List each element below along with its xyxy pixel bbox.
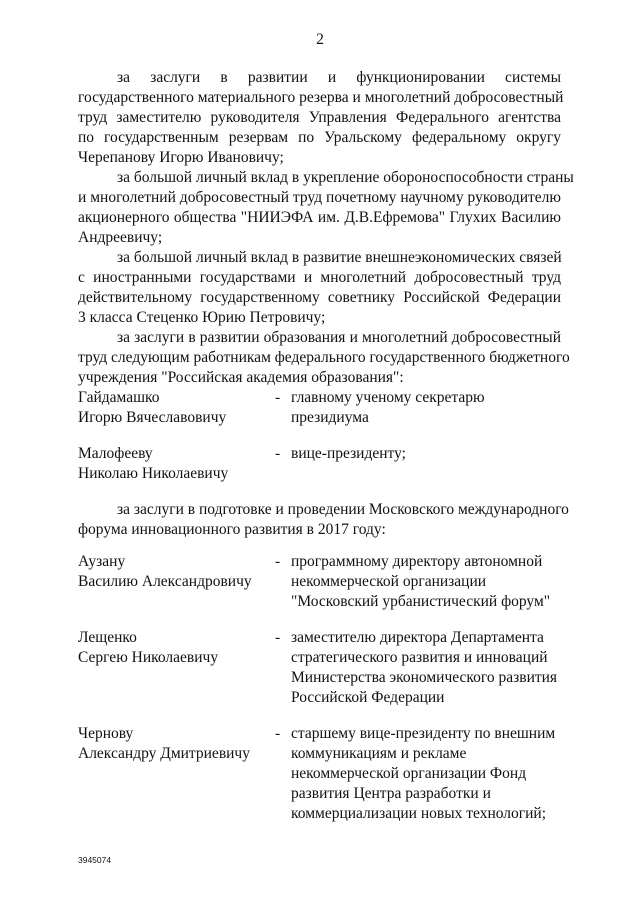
name-line: Малофееву bbox=[78, 445, 153, 462]
name-line: Лещенко bbox=[78, 629, 137, 646]
spacer bbox=[78, 708, 561, 724]
position-line: развития Центра разработки и bbox=[291, 785, 491, 802]
position-line: стратегического развития и инноваций bbox=[291, 649, 548, 666]
text-line: труд заместителю руководителя Управления Федерального агентства bbox=[78, 109, 561, 126]
recipient-name bbox=[78, 388, 275, 428]
text-line: акционерного общества "НИИЭФА им. Д.В.Ефремова" Глухих Василию bbox=[78, 209, 561, 226]
award-entry bbox=[78, 388, 561, 428]
name-line: Николаю Николаевичу bbox=[78, 465, 229, 482]
paragraph-glukhikh bbox=[78, 168, 574, 248]
position-line: президиума bbox=[291, 409, 369, 426]
text-line: за большой личный вклад в укрепление обороноспособности страны bbox=[117, 169, 574, 186]
text-line: за заслуги в развитии образования и многолетний добросовестный bbox=[117, 329, 561, 346]
name-line: Александру Дмитриевичу bbox=[78, 745, 250, 762]
position-line: Министерства экономического развития bbox=[291, 669, 558, 686]
name-line: Сергею Николаевичу bbox=[78, 649, 219, 666]
paragraph-forum bbox=[78, 500, 569, 540]
name-line: Гайдамашко bbox=[78, 389, 160, 406]
paragraph-rao bbox=[78, 328, 570, 388]
text-line: за заслуги в подготовке и проведении Московского международного bbox=[117, 501, 569, 518]
text-line: учреждения "Российская академия образования": bbox=[78, 369, 404, 386]
spacer bbox=[78, 428, 561, 444]
position-line: заместителю директора Департамента bbox=[291, 629, 544, 646]
text-line: форума инновационного развития в 2017 году: bbox=[78, 521, 386, 538]
dash: - bbox=[275, 445, 281, 462]
document-code: 3945074 bbox=[78, 855, 112, 865]
document-body bbox=[78, 68, 574, 824]
position-line: вице-президенту; bbox=[291, 445, 406, 462]
text-line: труд следующим работникам федерального государственного бюджетного bbox=[78, 349, 570, 366]
spacer bbox=[78, 484, 561, 500]
dash: - bbox=[275, 553, 281, 570]
recipient-position bbox=[291, 552, 561, 612]
position-line: старшему вице-президенту по внешним bbox=[291, 725, 556, 742]
dash: - bbox=[275, 725, 281, 742]
award-entry bbox=[78, 552, 561, 612]
text-line: по государственным резервам по Уральскому федеральному округу bbox=[78, 129, 561, 146]
dash: - bbox=[275, 389, 281, 406]
position-line: главному ученому секретарю bbox=[291, 389, 485, 406]
recipient-name bbox=[78, 724, 275, 824]
recipient-name bbox=[78, 444, 275, 484]
paragraph-cherepanov bbox=[78, 68, 564, 168]
recipient-position bbox=[291, 724, 561, 824]
spacer bbox=[78, 612, 561, 628]
text-line: с иностранными государствами и многолетний добросовестный труд bbox=[78, 269, 561, 286]
text-line: государственного материального резерва и многолетний добросовестный bbox=[78, 89, 564, 106]
name-line: Василию Александровичу bbox=[78, 573, 252, 590]
name-line: Чернову bbox=[78, 725, 134, 742]
text-line: Черепанову Игорю Ивановичу; bbox=[78, 149, 284, 166]
text-line: за заслуги в развитии и функционировании системы bbox=[117, 69, 561, 86]
text-line: и многолетний добросовестный труд почетному научному руководителю bbox=[78, 189, 561, 206]
text-line: действительному государственному советнику Российской Федерации bbox=[78, 289, 561, 306]
spacer bbox=[78, 540, 561, 552]
name-line: Игорю Вячеславовичу bbox=[78, 409, 227, 426]
recipient-name bbox=[78, 628, 275, 708]
position-line: "Московский урбанистический форум" bbox=[291, 593, 551, 610]
text-line: за большой личный вклад в развитие внешнеэкономических связей bbox=[117, 249, 562, 266]
recipient-position bbox=[291, 628, 561, 708]
award-entry bbox=[78, 444, 561, 484]
award-entry bbox=[78, 724, 561, 824]
position-line: программному директору автономной bbox=[291, 553, 543, 570]
dash: - bbox=[275, 629, 281, 646]
position-line: некоммерческой организации bbox=[291, 573, 487, 590]
award-entry bbox=[78, 628, 561, 708]
text-line: 3 класса Стеценко Юрию Петровичу; bbox=[78, 309, 326, 326]
position-line: коммуникациям и рекламе bbox=[291, 745, 467, 762]
text-line: Андреевичу; bbox=[78, 229, 163, 246]
paragraph-stetsenko bbox=[78, 248, 561, 328]
page-number: 2 bbox=[316, 31, 324, 48]
position-line: Российской Федерации bbox=[291, 689, 445, 706]
position-line: некоммерческой организации Фонд bbox=[291, 765, 527, 782]
name-line: Аузану bbox=[78, 553, 126, 570]
position-line: коммерциализации новых технологий; bbox=[291, 805, 547, 822]
recipient-position bbox=[291, 388, 561, 428]
recipient-position bbox=[291, 444, 561, 484]
recipient-name bbox=[78, 552, 275, 612]
